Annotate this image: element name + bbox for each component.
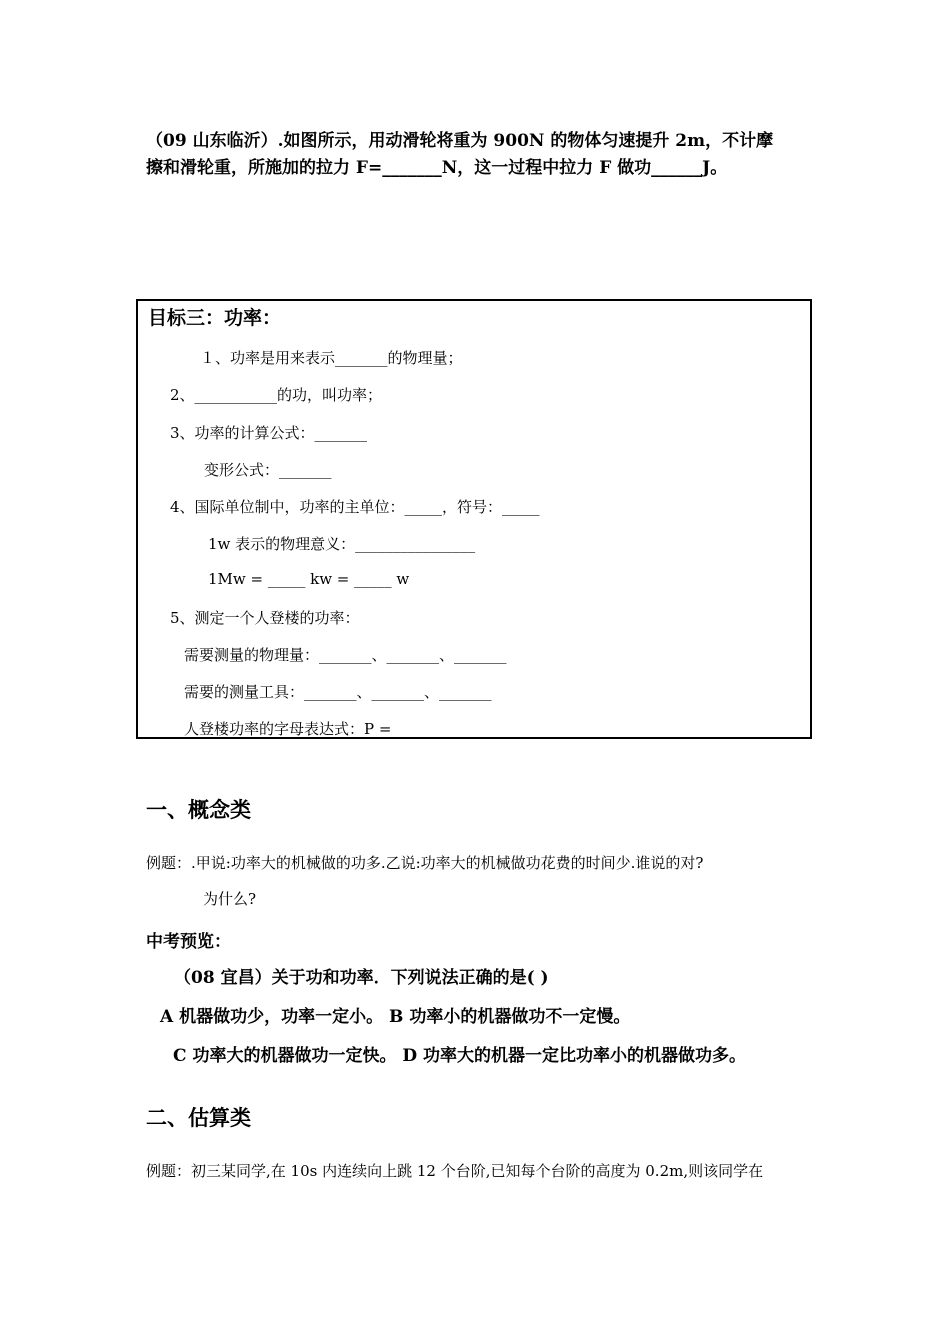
goal3-line-4: 变形公式：_______ xyxy=(204,461,332,479)
goal3-line-11: 人登楼功率的字母表达式：P = _______ xyxy=(184,720,449,738)
preview-label: 中考预览： xyxy=(146,932,231,952)
goal3-line-1: １、功率是用来表示_______的物理量； xyxy=(200,349,463,367)
section1-heading: 一、概念类 xyxy=(146,798,251,822)
goal3-line-5: 4、国际单位制中，功率的主单位：_____，符号：_____ xyxy=(170,498,540,516)
goal3-title: 目标三：功率： xyxy=(148,307,282,329)
option-ab: A 机器做功少，功率一定小。 B 功率小的机器做功不一定慢。 xyxy=(160,1007,631,1027)
goal3-box xyxy=(136,299,812,739)
goal3-line-10: 需要的测量工具：_______、_______、_______ xyxy=(184,683,492,701)
goal3-line-6: 1w 表示的物理意义：________________ xyxy=(208,535,476,553)
goal3-line-9: 需要测量的物理量：_______、_______、_______ xyxy=(184,646,507,664)
goal3-line-8: 5、测定一个人登楼的功率： xyxy=(170,609,360,627)
intro-line-2: 擦和滑轮重，所施加的拉力 F=_______N，这一过程中拉力 F 做功______J。 xyxy=(146,158,728,178)
goal3-line-3: 3、功率的计算公式：_______ xyxy=(170,424,368,442)
option-cd: C 功率大的机器做功一定快。 D 功率大的机器一定比功率小的机器做功多。 xyxy=(173,1046,747,1066)
preview-question: （08 宜昌）关于功和功率．下列说法正确的是( ) xyxy=(174,968,549,988)
section2-example-line-1: 例题：初三某同学,在 10s 内连续向上跳 12 个台阶,已知每个台阶的高度为 0.2m,则该同学在 xyxy=(146,1162,764,1180)
intro-line-1: （09 山东临沂）.如图所示，用动滑轮将重为 900N 的物体匀速提升 2m，不计摩 xyxy=(146,131,774,151)
section1-example-line-2: 为什么? xyxy=(203,890,257,908)
section2-heading: 二、估算类 xyxy=(146,1106,251,1130)
goal3-line-7: 1Mw = _____ kw = _____ w xyxy=(208,570,410,588)
section1-example-line-1: 例题：.甲说:功率大的机械做的功多.乙说:功率大的机械做功花费的时间少.谁说的对? xyxy=(146,854,704,872)
goal3-line-2: 2、___________的功，叫功率； xyxy=(170,386,383,404)
